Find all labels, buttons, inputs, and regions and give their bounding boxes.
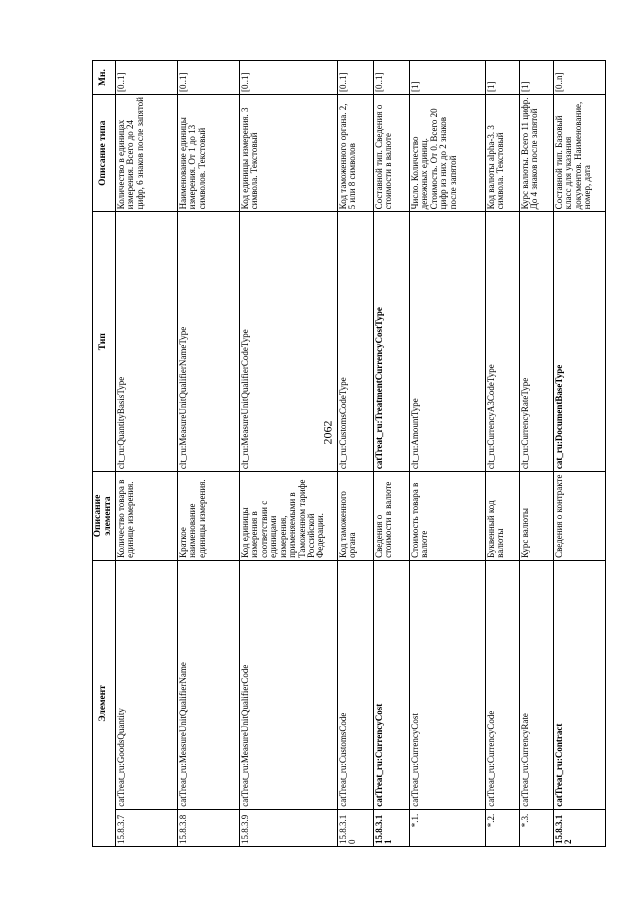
header-type: Тип — [93, 212, 116, 472]
element-name: catTreat_ru:MeasureUnitQualifierName — [177, 560, 239, 809]
type-name: clt_ru:MeasureUnitQualifierCodeType — [239, 212, 337, 472]
type-description: Код валюты alpha-3. 3 символа. Текстовый — [485, 95, 519, 212]
element-description: Стоимость товара в валюте — [409, 472, 485, 561]
multiplicity: [1] — [485, 61, 519, 95]
table-row — [337, 61, 373, 847]
type-description: Код единицы измерения. 3 символа. Текстовый — [239, 95, 337, 212]
header-row — [93, 61, 116, 847]
table-row — [373, 61, 409, 847]
type-description: Курс валюты. Всего 11 цифр. До 4 знаков после запятой — [519, 95, 553, 212]
multiplicity: [0..1] — [373, 61, 409, 95]
type-description: Составной тип. Сведения о стоимости в валюте — [373, 95, 409, 212]
multiplicity: [0..1] — [337, 61, 373, 95]
table-row — [177, 61, 239, 847]
table-frame — [92, 60, 593, 847]
element-name: catTreat_ru:CurrencyRate — [519, 560, 553, 809]
table-row — [239, 61, 337, 847]
type-description: Число. Количество денежных единиц. Стоимость. От 0. Всего 20 цифр из них до 2 знаков после запятой — [409, 95, 485, 212]
row-number: 15.8.3.10 — [337, 809, 373, 846]
spec-table — [92, 60, 606, 847]
type-name: clt_ru:MeasureUnitQualifierNameType — [177, 212, 239, 472]
row-number: *.3. — [519, 809, 553, 846]
row-number: *.2. — [485, 809, 519, 846]
element-name: catTreat_ru:Contract — [553, 560, 605, 809]
multiplicity: [0..1] — [177, 61, 239, 95]
type-name: clt_ru:CustomsCodeType — [337, 212, 373, 472]
type-name: clt_ru:QuantityBasisType — [115, 212, 177, 472]
type-name: clt_ru:CurrencyA3CodeType — [485, 212, 519, 472]
table-row — [485, 61, 519, 847]
element-name: catTreat_ru:GoodsQuantity — [115, 560, 177, 809]
element-description: Краткое наименование единицы измерения. — [177, 472, 239, 561]
type-description: Наименование единицы измерения. От 1 до 13 символов. Текстовый — [177, 95, 239, 212]
element-description: Количество товара в единице измерения. — [115, 472, 177, 561]
type-description: Составной тип. Базовый класс для указания документов. Наименование, номер, дата — [553, 95, 605, 212]
multiplicity: [0..1] — [239, 61, 337, 95]
element-name: catTreat_ru:CurrencyCode — [485, 560, 519, 809]
header-mult: Мн. — [93, 61, 116, 95]
header-type-desc: Описание типа — [93, 95, 116, 212]
type-name: catTreat_ru:TreatmentCurrencyCostType — [373, 212, 409, 472]
element-name: catTreat_ru:CustomsCode — [337, 560, 373, 809]
page-number: 2062 — [320, 420, 335, 445]
row-number: 15.8.3.9 — [239, 809, 337, 846]
table-row — [409, 61, 485, 847]
element-name: catTreat_ru:CurrencyCost — [409, 560, 485, 809]
row-number: 15.8.3.8 — [177, 809, 239, 846]
element-description: Сведения о стоимости в валюте — [373, 472, 409, 561]
type-name: clt_ru:CurrencyRateType — [519, 212, 553, 472]
table-row — [519, 61, 553, 847]
header-element-desc: Описание элемента — [93, 472, 116, 561]
table-row — [115, 61, 177, 847]
element-description: Курс валюты — [519, 472, 553, 561]
multiplicity: [1] — [409, 61, 485, 95]
element-name: catTreat_ru:MeasureUnitQualifierCode — [239, 560, 337, 809]
element-description: Код единицы измерения в соответствии с единицами измерения, применяемыми в Таможенном тарифе Российской Федерации. — [239, 472, 337, 561]
table-body — [115, 61, 605, 847]
multiplicity: [1] — [519, 61, 553, 95]
row-number: 15.8.3.11 — [373, 809, 409, 846]
multiplicity: [0..n] — [553, 61, 605, 95]
row-number: 15.8.3.7 — [115, 809, 177, 846]
type-name: clt_ru:AmountType — [409, 212, 485, 472]
element-description: Буквенный код валюты — [485, 472, 519, 561]
type-name: cat_ru:DocumentBaseType — [553, 212, 605, 472]
type-description: Код таможенного органа. 2, 5 или 8 символов — [337, 95, 373, 212]
element-description: Код таможенного органа — [337, 472, 373, 561]
row-number: *.1. — [409, 809, 485, 846]
element-name: catTreat_ru:CurrencyCost — [373, 560, 409, 809]
multiplicity: [0..1] — [115, 61, 177, 95]
header-element: Элемент — [93, 560, 116, 846]
row-number: 15.8.3.12 — [553, 809, 605, 846]
element-description: Сведения о контракте — [553, 472, 605, 561]
type-description: Количество в единицах измерения. Всего до 24 цифр, 6 знаков после запятой — [115, 95, 177, 212]
table-row — [553, 61, 605, 847]
